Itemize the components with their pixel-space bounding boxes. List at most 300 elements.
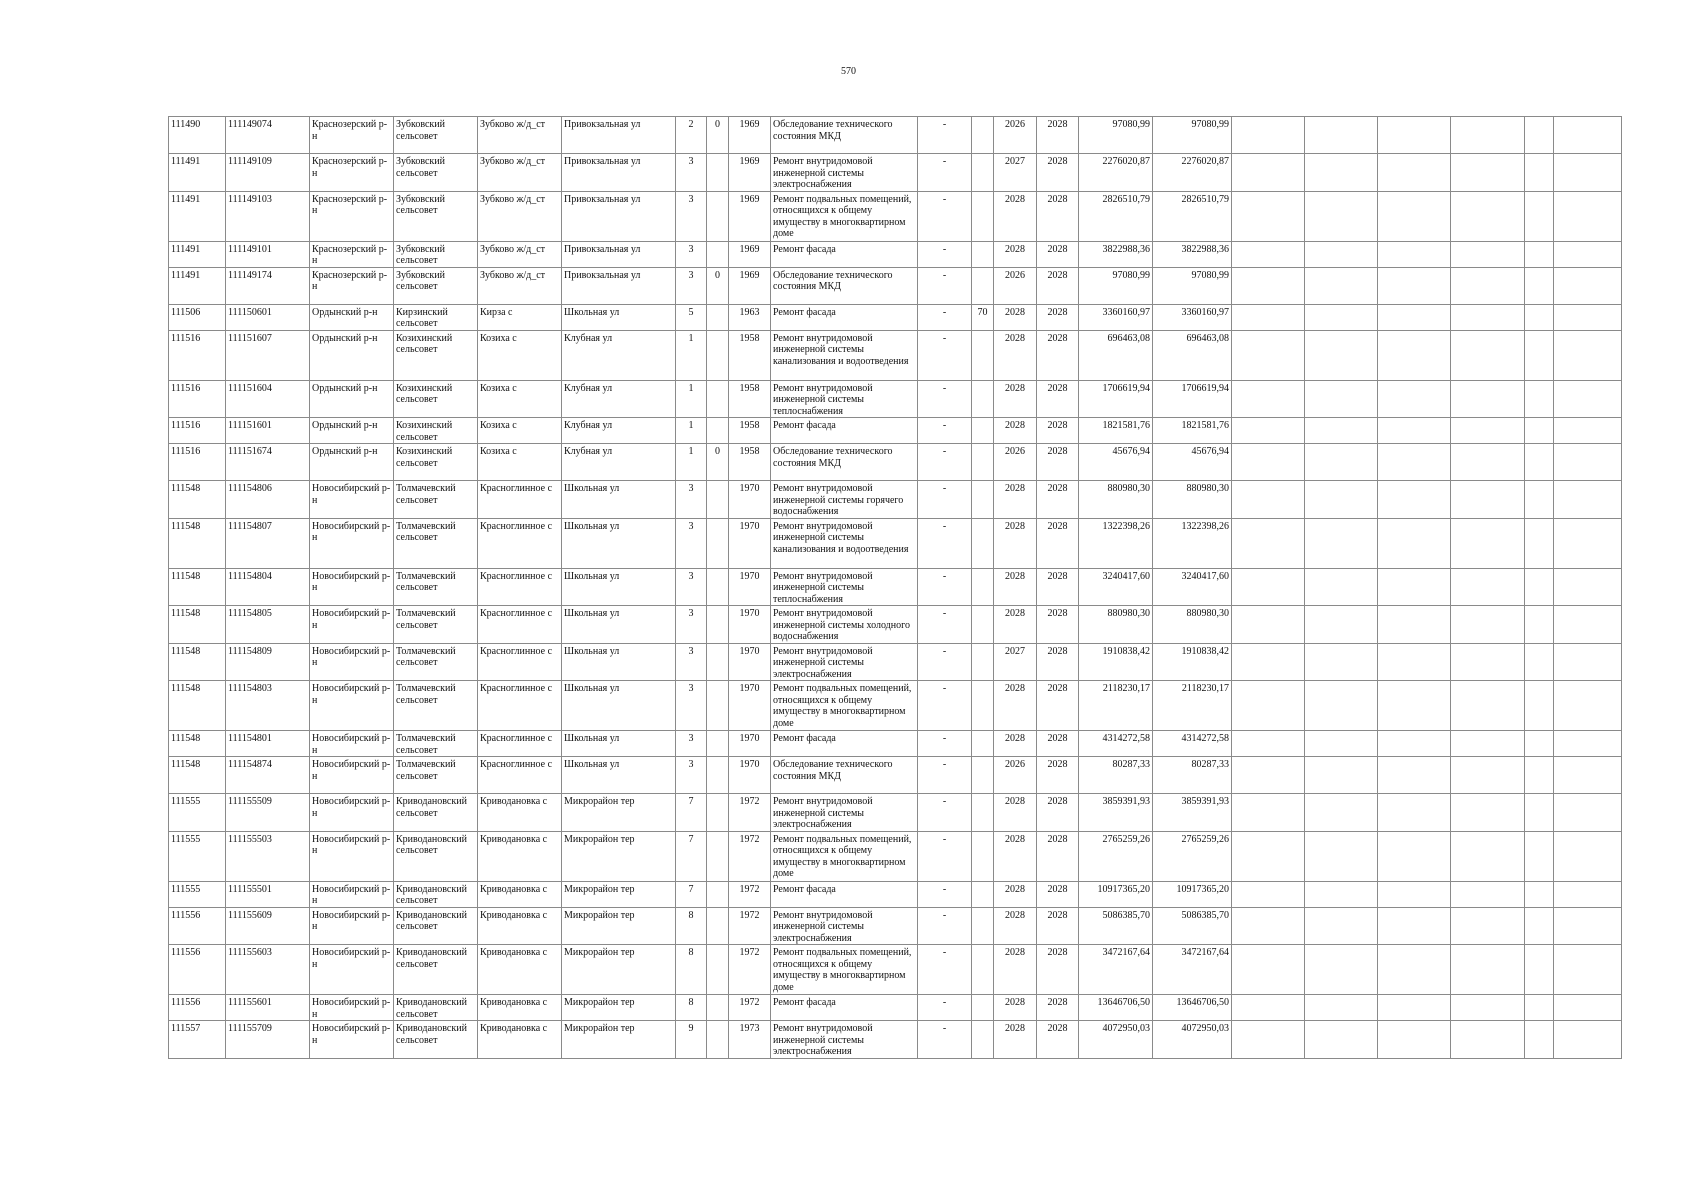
cell-plan-year: 2028 bbox=[994, 945, 1037, 995]
cell-work-id: 111155601 bbox=[226, 995, 310, 1021]
cell-work-id: 111155501 bbox=[226, 881, 310, 907]
cell-year-built: 1972 bbox=[729, 945, 771, 995]
cell-house-number: 3 bbox=[676, 154, 707, 192]
cell-building bbox=[707, 794, 729, 832]
cell-street: Клубная ул bbox=[562, 380, 676, 418]
cell-empty bbox=[1451, 643, 1525, 681]
cell-cost: 80287,33 bbox=[1079, 757, 1153, 794]
cell-settlement: Криводановка с bbox=[478, 881, 562, 907]
cell-work-type: Ремонт фасада bbox=[771, 418, 918, 444]
cell-index bbox=[972, 907, 994, 945]
cell-year-built: 1972 bbox=[729, 794, 771, 832]
cell-row-id: 111555 bbox=[169, 794, 226, 832]
cell-empty bbox=[1451, 731, 1525, 757]
page-number: 570 bbox=[841, 66, 856, 77]
cell-empty bbox=[1451, 881, 1525, 907]
cell-empty bbox=[1232, 731, 1305, 757]
cell-row-id: 111516 bbox=[169, 330, 226, 380]
cell-empty bbox=[1554, 831, 1622, 881]
cell-council: Толмачевский сельсовет bbox=[394, 757, 478, 794]
cell-index: 70 bbox=[972, 304, 994, 330]
cell-empty bbox=[1378, 731, 1451, 757]
table-row bbox=[169, 267, 1622, 304]
cell-building bbox=[707, 945, 729, 995]
cell-year-built: 1970 bbox=[729, 568, 771, 606]
table-row bbox=[169, 757, 1622, 794]
table-row bbox=[169, 380, 1622, 418]
cell-cost: 1706619,94 bbox=[1079, 380, 1153, 418]
cell-empty bbox=[1378, 606, 1451, 644]
cell-dash: - bbox=[918, 568, 972, 606]
table-row bbox=[169, 881, 1622, 907]
cell-dash: - bbox=[918, 117, 972, 154]
cell-settlement: Красноглинное с bbox=[478, 606, 562, 644]
cell-empty bbox=[1232, 418, 1305, 444]
cell-cost-total: 97080,99 bbox=[1153, 117, 1232, 154]
table-row bbox=[169, 831, 1622, 881]
cell-empty bbox=[1525, 380, 1554, 418]
table-row bbox=[169, 794, 1622, 832]
cell-empty bbox=[1525, 154, 1554, 192]
cell-end-year: 2028 bbox=[1037, 444, 1079, 481]
cell-index bbox=[972, 881, 994, 907]
cell-street: Микрорайон тер bbox=[562, 1021, 676, 1059]
cell-settlement: Криводановка с bbox=[478, 831, 562, 881]
cell-work-type: Ремонт фасада bbox=[771, 995, 918, 1021]
cell-work-id: 111155509 bbox=[226, 794, 310, 832]
cell-dash: - bbox=[918, 945, 972, 995]
cell-row-id: 111548 bbox=[169, 518, 226, 568]
cell-house-number: 1 bbox=[676, 380, 707, 418]
table-row bbox=[169, 518, 1622, 568]
cell-work-type: Ремонт внутридомовой инженерной системы канализования и водоотведения bbox=[771, 518, 918, 568]
cell-year-built: 1973 bbox=[729, 1021, 771, 1059]
cell-building bbox=[707, 481, 729, 519]
cell-empty bbox=[1554, 643, 1622, 681]
cell-house-number: 3 bbox=[676, 481, 707, 519]
cell-plan-year: 2028 bbox=[994, 481, 1037, 519]
cell-dash: - bbox=[918, 831, 972, 881]
cell-dash: - bbox=[918, 1021, 972, 1059]
cell-building bbox=[707, 606, 729, 644]
cell-empty bbox=[1378, 681, 1451, 731]
cell-building bbox=[707, 518, 729, 568]
cell-plan-year: 2028 bbox=[994, 907, 1037, 945]
cell-empty bbox=[1451, 304, 1525, 330]
cell-empty bbox=[1378, 418, 1451, 444]
cell-empty bbox=[1305, 731, 1378, 757]
cell-empty bbox=[1451, 444, 1525, 481]
cell-index bbox=[972, 831, 994, 881]
cell-empty bbox=[1378, 154, 1451, 192]
cell-work-type: Обследование технического состояния МКД bbox=[771, 757, 918, 794]
cell-row-id: 111548 bbox=[169, 731, 226, 757]
cell-cost-total: 2276020,87 bbox=[1153, 154, 1232, 192]
cell-empty bbox=[1451, 831, 1525, 881]
cell-empty bbox=[1451, 945, 1525, 995]
cell-plan-year: 2027 bbox=[994, 643, 1037, 681]
cell-empty bbox=[1232, 907, 1305, 945]
cell-empty bbox=[1525, 191, 1554, 241]
cell-cost-total: 4314272,58 bbox=[1153, 731, 1232, 757]
cell-street: Микрорайон тер bbox=[562, 881, 676, 907]
cell-cost: 5086385,70 bbox=[1079, 907, 1153, 945]
cell-plan-year: 2028 bbox=[994, 518, 1037, 568]
cell-empty bbox=[1378, 267, 1451, 304]
cell-council: Зубковский сельсовет bbox=[394, 267, 478, 304]
cell-empty bbox=[1232, 995, 1305, 1021]
cell-empty bbox=[1305, 757, 1378, 794]
cell-plan-year: 2028 bbox=[994, 241, 1037, 267]
cell-empty bbox=[1554, 995, 1622, 1021]
cell-empty bbox=[1525, 794, 1554, 832]
cell-street: Школьная ул bbox=[562, 757, 676, 794]
cell-dash: - bbox=[918, 881, 972, 907]
cell-end-year: 2028 bbox=[1037, 518, 1079, 568]
cell-cost: 3360160,97 bbox=[1079, 304, 1153, 330]
cell-empty bbox=[1305, 191, 1378, 241]
cell-plan-year: 2027 bbox=[994, 154, 1037, 192]
cell-empty bbox=[1554, 304, 1622, 330]
cell-year-built: 1963 bbox=[729, 304, 771, 330]
cell-year-built: 1970 bbox=[729, 757, 771, 794]
cell-district: Новосибирский р-н bbox=[310, 794, 394, 832]
cell-cost: 2826510,79 bbox=[1079, 191, 1153, 241]
cell-house-number: 8 bbox=[676, 995, 707, 1021]
cell-district: Новосибирский р-н bbox=[310, 1021, 394, 1059]
cell-empty bbox=[1525, 907, 1554, 945]
cell-end-year: 2028 bbox=[1037, 154, 1079, 192]
cell-building bbox=[707, 1021, 729, 1059]
cell-work-id: 111154804 bbox=[226, 568, 310, 606]
cell-house-number: 3 bbox=[676, 568, 707, 606]
cell-council: Криводановский сельсовет bbox=[394, 794, 478, 832]
cell-empty bbox=[1232, 518, 1305, 568]
cell-street: Клубная ул bbox=[562, 418, 676, 444]
cell-empty bbox=[1232, 117, 1305, 154]
cell-settlement: Криводановка с bbox=[478, 945, 562, 995]
table-row bbox=[169, 117, 1622, 154]
cell-building bbox=[707, 907, 729, 945]
cell-cost-total: 2765259,26 bbox=[1153, 831, 1232, 881]
cell-settlement: Криводановка с bbox=[478, 794, 562, 832]
cell-district: Краснозерский р-н bbox=[310, 117, 394, 154]
cell-year-built: 1972 bbox=[729, 907, 771, 945]
cell-row-id: 111506 bbox=[169, 304, 226, 330]
cell-district: Новосибирский р-н bbox=[310, 995, 394, 1021]
cell-work-type: Ремонт фасада bbox=[771, 241, 918, 267]
cell-empty bbox=[1378, 1021, 1451, 1059]
cell-council: Толмачевский сельсовет bbox=[394, 518, 478, 568]
cell-empty bbox=[1525, 481, 1554, 519]
cell-index bbox=[972, 757, 994, 794]
cell-cost-total: 3240417,60 bbox=[1153, 568, 1232, 606]
cell-empty bbox=[1451, 518, 1525, 568]
cell-empty bbox=[1378, 831, 1451, 881]
cell-settlement: Красноглинное с bbox=[478, 518, 562, 568]
cell-end-year: 2028 bbox=[1037, 794, 1079, 832]
cell-council: Криводановский сельсовет bbox=[394, 881, 478, 907]
cell-empty bbox=[1305, 643, 1378, 681]
cell-street: Привокзальная ул bbox=[562, 241, 676, 267]
cell-cost-total: 80287,33 bbox=[1153, 757, 1232, 794]
cell-empty bbox=[1305, 606, 1378, 644]
cell-empty bbox=[1451, 418, 1525, 444]
cell-work-id: 111154807 bbox=[226, 518, 310, 568]
cell-settlement: Кирза с bbox=[478, 304, 562, 330]
cell-plan-year: 2028 bbox=[994, 1021, 1037, 1059]
cell-index bbox=[972, 794, 994, 832]
cell-empty bbox=[1554, 731, 1622, 757]
cell-plan-year: 2028 bbox=[994, 418, 1037, 444]
cell-street: Привокзальная ул bbox=[562, 267, 676, 304]
cell-empty bbox=[1451, 191, 1525, 241]
cell-work-type: Ремонт подвальных помещений, относящихся к общему имуществу в многоквартирном доме bbox=[771, 681, 918, 731]
cell-year-built: 1970 bbox=[729, 518, 771, 568]
cell-empty bbox=[1525, 731, 1554, 757]
cell-council: Козихинский сельсовет bbox=[394, 444, 478, 481]
cell-building bbox=[707, 568, 729, 606]
cell-cost: 13646706,50 bbox=[1079, 995, 1153, 1021]
cell-council: Зубковский сельсовет bbox=[394, 154, 478, 192]
cell-end-year: 2028 bbox=[1037, 330, 1079, 380]
cell-street: Школьная ул bbox=[562, 681, 676, 731]
cell-house-number: 7 bbox=[676, 881, 707, 907]
cell-empty bbox=[1378, 304, 1451, 330]
cell-index bbox=[972, 681, 994, 731]
cell-dash: - bbox=[918, 907, 972, 945]
cell-empty bbox=[1305, 418, 1378, 444]
cell-dash: - bbox=[918, 757, 972, 794]
cell-council: Криводановский сельсовет bbox=[394, 907, 478, 945]
cell-year-built: 1958 bbox=[729, 330, 771, 380]
cell-cost: 3859391,93 bbox=[1079, 794, 1153, 832]
cell-empty bbox=[1305, 881, 1378, 907]
cell-district: Новосибирский р-н bbox=[310, 606, 394, 644]
cell-empty bbox=[1378, 380, 1451, 418]
cell-dash: - bbox=[918, 330, 972, 380]
cell-empty bbox=[1232, 757, 1305, 794]
cell-row-id: 111556 bbox=[169, 945, 226, 995]
cell-empty bbox=[1378, 643, 1451, 681]
cell-end-year: 2028 bbox=[1037, 418, 1079, 444]
table-row bbox=[169, 191, 1622, 241]
cell-empty bbox=[1305, 444, 1378, 481]
cell-year-built: 1970 bbox=[729, 643, 771, 681]
cell-empty bbox=[1451, 481, 1525, 519]
cell-council: Козихинский сельсовет bbox=[394, 418, 478, 444]
cell-house-number: 3 bbox=[676, 267, 707, 304]
cell-empty bbox=[1378, 117, 1451, 154]
cell-empty bbox=[1554, 481, 1622, 519]
table-row bbox=[169, 907, 1622, 945]
cell-empty bbox=[1305, 831, 1378, 881]
cell-work-type: Обследование технического состояния МКД bbox=[771, 267, 918, 304]
repair-schedule-table bbox=[168, 116, 1622, 1059]
cell-row-id: 111491 bbox=[169, 241, 226, 267]
cell-district: Новосибирский р-н bbox=[310, 568, 394, 606]
cell-end-year: 2028 bbox=[1037, 945, 1079, 995]
cell-year-built: 1970 bbox=[729, 731, 771, 757]
cell-house-number: 3 bbox=[676, 731, 707, 757]
cell-row-id: 111490 bbox=[169, 117, 226, 154]
cell-dash: - bbox=[918, 444, 972, 481]
cell-house-number: 3 bbox=[676, 241, 707, 267]
cell-council: Толмачевский сельсовет bbox=[394, 643, 478, 681]
cell-year-built: 1958 bbox=[729, 418, 771, 444]
cell-settlement: Криводановка с bbox=[478, 907, 562, 945]
cell-house-number: 3 bbox=[676, 757, 707, 794]
cell-cost-total: 10917365,20 bbox=[1153, 881, 1232, 907]
cell-end-year: 2028 bbox=[1037, 191, 1079, 241]
cell-empty bbox=[1378, 568, 1451, 606]
cell-empty bbox=[1554, 518, 1622, 568]
cell-cost: 3822988,36 bbox=[1079, 241, 1153, 267]
cell-end-year: 2028 bbox=[1037, 907, 1079, 945]
cell-end-year: 2028 bbox=[1037, 304, 1079, 330]
cell-empty bbox=[1232, 643, 1305, 681]
cell-empty bbox=[1305, 267, 1378, 304]
cell-empty bbox=[1378, 757, 1451, 794]
cell-work-type: Ремонт внутридомовой инженерной системы теплоснабжения bbox=[771, 380, 918, 418]
cell-end-year: 2028 bbox=[1037, 568, 1079, 606]
cell-empty bbox=[1232, 568, 1305, 606]
cell-work-type: Ремонт внутридомовой инженерной системы электроснабжения bbox=[771, 794, 918, 832]
cell-house-number: 8 bbox=[676, 945, 707, 995]
cell-empty bbox=[1305, 995, 1378, 1021]
cell-work-id: 111150601 bbox=[226, 304, 310, 330]
cell-index bbox=[972, 568, 994, 606]
cell-street: Школьная ул bbox=[562, 518, 676, 568]
cell-council: Криводановский сельсовет bbox=[394, 1021, 478, 1059]
cell-cost-total: 1706619,94 bbox=[1153, 380, 1232, 418]
cell-empty bbox=[1451, 1021, 1525, 1059]
cell-year-built: 1972 bbox=[729, 995, 771, 1021]
cell-work-type: Ремонт внутридомовой инженерной системы горячего водоснабжения bbox=[771, 481, 918, 519]
table-row bbox=[169, 681, 1622, 731]
cell-district: Ордынский р-н bbox=[310, 380, 394, 418]
cell-year-built: 1970 bbox=[729, 481, 771, 519]
cell-row-id: 111556 bbox=[169, 995, 226, 1021]
cell-end-year: 2028 bbox=[1037, 481, 1079, 519]
cell-plan-year: 2028 bbox=[994, 881, 1037, 907]
cell-settlement: Козиха с bbox=[478, 444, 562, 481]
cell-settlement: Зубково ж/д_ст bbox=[478, 267, 562, 304]
cell-empty bbox=[1232, 154, 1305, 192]
cell-work-id: 111149074 bbox=[226, 117, 310, 154]
cell-empty bbox=[1525, 330, 1554, 380]
cell-work-type: Ремонт фасада bbox=[771, 731, 918, 757]
cell-empty bbox=[1554, 881, 1622, 907]
cell-cost-total: 3859391,93 bbox=[1153, 794, 1232, 832]
cell-council: Толмачевский сельсовет bbox=[394, 681, 478, 731]
cell-empty bbox=[1378, 945, 1451, 995]
cell-year-built: 1969 bbox=[729, 154, 771, 192]
cell-district: Новосибирский р-н bbox=[310, 681, 394, 731]
cell-cost-total: 4072950,03 bbox=[1153, 1021, 1232, 1059]
cell-dash: - bbox=[918, 606, 972, 644]
cell-work-type: Ремонт внутридомовой инженерной системы холодного водоснабжения bbox=[771, 606, 918, 644]
cell-district: Новосибирский р-н bbox=[310, 907, 394, 945]
cell-empty bbox=[1451, 330, 1525, 380]
cell-end-year: 2028 bbox=[1037, 731, 1079, 757]
cell-street: Клубная ул bbox=[562, 330, 676, 380]
cell-index bbox=[972, 418, 994, 444]
cell-cost: 4314272,58 bbox=[1079, 731, 1153, 757]
cell-empty bbox=[1305, 907, 1378, 945]
cell-cost-total: 3822988,36 bbox=[1153, 241, 1232, 267]
cell-end-year: 2028 bbox=[1037, 881, 1079, 907]
cell-cost: 1821581,76 bbox=[1079, 418, 1153, 444]
cell-work-type: Обследование технического состояния МКД bbox=[771, 444, 918, 481]
cell-work-id: 111155603 bbox=[226, 945, 310, 995]
cell-empty bbox=[1378, 881, 1451, 907]
cell-work-id: 111155709 bbox=[226, 1021, 310, 1059]
cell-dash: - bbox=[918, 191, 972, 241]
cell-dash: - bbox=[918, 418, 972, 444]
cell-work-type: Ремонт внутридомовой инженерной системы электроснабжения bbox=[771, 643, 918, 681]
table-row bbox=[169, 731, 1622, 757]
cell-work-id: 111149109 bbox=[226, 154, 310, 192]
cell-index bbox=[972, 1021, 994, 1059]
cell-empty bbox=[1554, 794, 1622, 832]
cell-settlement: Козиха с bbox=[478, 380, 562, 418]
cell-row-id: 111516 bbox=[169, 444, 226, 481]
cell-empty bbox=[1378, 191, 1451, 241]
cell-council: Толмачевский сельсовет bbox=[394, 568, 478, 606]
cell-plan-year: 2026 bbox=[994, 444, 1037, 481]
table-row bbox=[169, 241, 1622, 267]
cell-settlement: Козиха с bbox=[478, 330, 562, 380]
table-row bbox=[169, 945, 1622, 995]
cell-dash: - bbox=[918, 643, 972, 681]
cell-work-type: Ремонт внутридомовой инженерной системы теплоснабжения bbox=[771, 568, 918, 606]
cell-empty bbox=[1378, 330, 1451, 380]
cell-empty bbox=[1232, 267, 1305, 304]
cell-empty bbox=[1232, 304, 1305, 330]
cell-empty bbox=[1305, 681, 1378, 731]
cell-cost: 1322398,26 bbox=[1079, 518, 1153, 568]
cell-index bbox=[972, 267, 994, 304]
cell-settlement: Козиха с bbox=[478, 418, 562, 444]
cell-cost: 10917365,20 bbox=[1079, 881, 1153, 907]
cell-council: Толмачевский сельсовет bbox=[394, 606, 478, 644]
cell-district: Новосибирский р-н bbox=[310, 643, 394, 681]
cell-dash: - bbox=[918, 481, 972, 519]
cell-cost: 97080,99 bbox=[1079, 267, 1153, 304]
cell-building bbox=[707, 304, 729, 330]
cell-district: Краснозерский р-н bbox=[310, 241, 394, 267]
cell-building bbox=[707, 731, 729, 757]
cell-building bbox=[707, 191, 729, 241]
cell-empty bbox=[1554, 907, 1622, 945]
cell-row-id: 111548 bbox=[169, 568, 226, 606]
cell-empty bbox=[1305, 794, 1378, 832]
cell-row-id: 111516 bbox=[169, 418, 226, 444]
cell-cost-total: 696463,08 bbox=[1153, 330, 1232, 380]
cell-house-number: 2 bbox=[676, 117, 707, 154]
cell-year-built: 1969 bbox=[729, 191, 771, 241]
cell-empty bbox=[1232, 380, 1305, 418]
table-row bbox=[169, 330, 1622, 380]
cell-cost: 1910838,42 bbox=[1079, 643, 1153, 681]
cell-index bbox=[972, 481, 994, 519]
cell-empty bbox=[1305, 518, 1378, 568]
cell-year-built: 1970 bbox=[729, 681, 771, 731]
cell-work-id: 111151607 bbox=[226, 330, 310, 380]
cell-district: Ордынский р-н bbox=[310, 444, 394, 481]
cell-end-year: 2028 bbox=[1037, 757, 1079, 794]
